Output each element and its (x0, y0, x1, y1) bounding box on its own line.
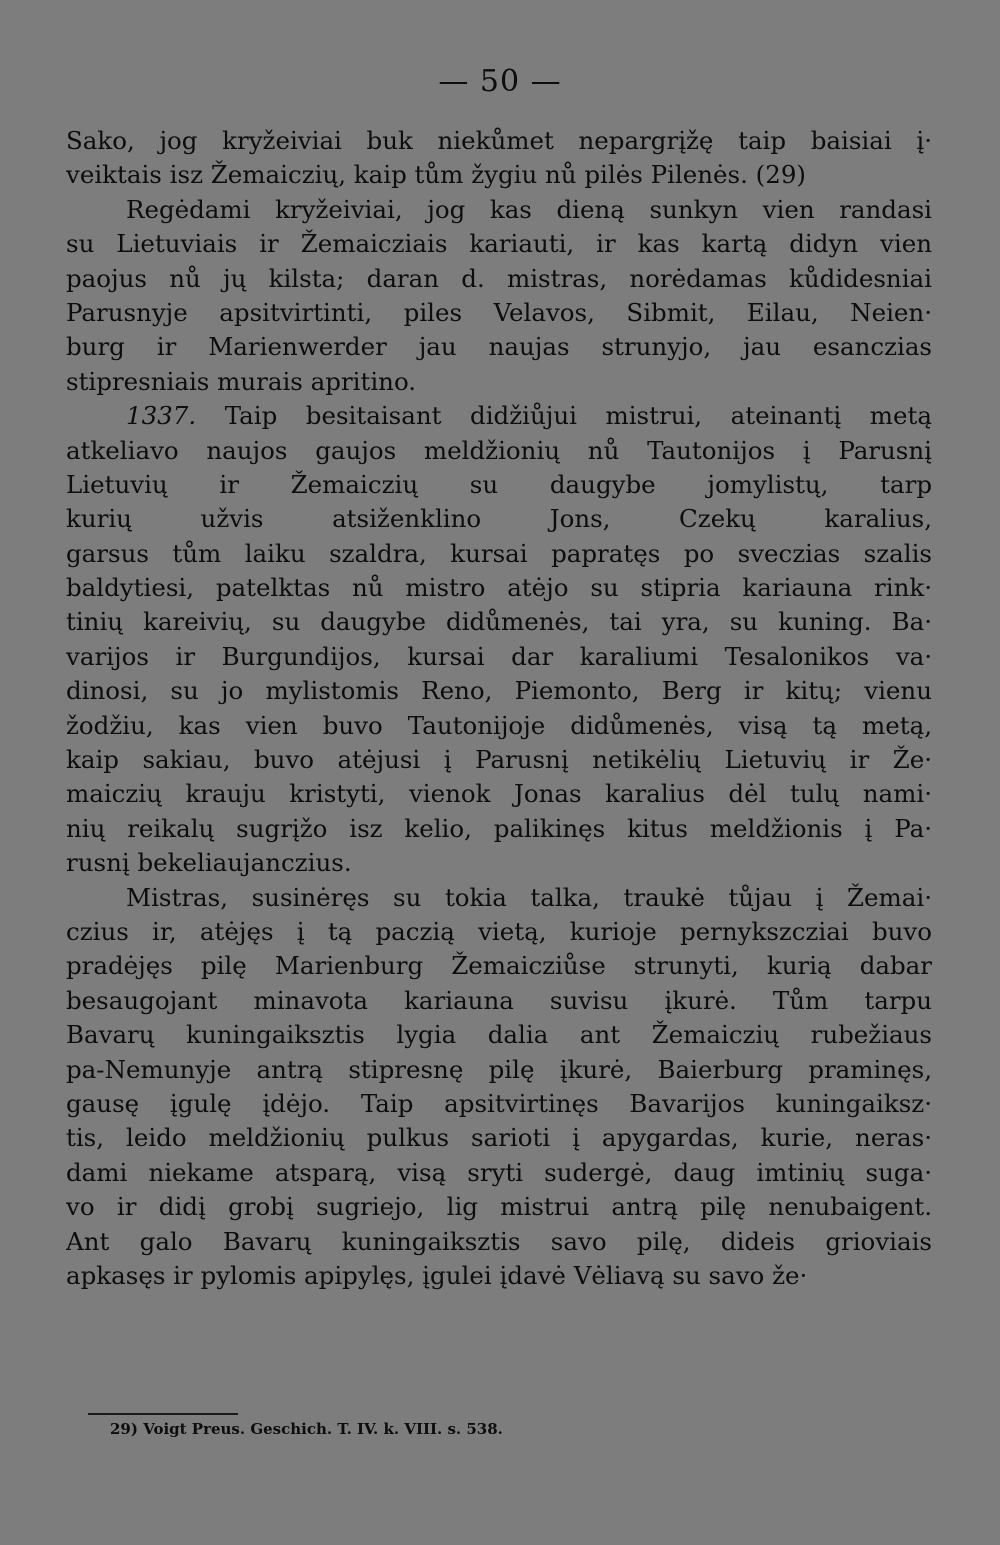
text-line: maiczių krauju kristyti, vienok Jonas karalius dėl tulų nami· (66, 779, 932, 809)
year-marker: 1337. (126, 401, 197, 431)
text-line: pradėjęs pilę Marienburg Žemaicziůse strunyti, kurią dabar (66, 951, 932, 981)
text-line: žodžiu, kas vien buvo Tautonijoje didůmenės, visą tą metą, (66, 710, 932, 740)
text-line (66, 399, 932, 433)
text-line: su Lietuviais ir Žemaicziais kariauti, ir kas kartą didyn vien (66, 229, 932, 259)
paragraph (66, 124, 932, 193)
text-line: Parusnyje apsitvirtinti, piles Velavos, Sibmit, Eilau, Neien· (66, 297, 932, 327)
text-line: dinosi, su jo mylistomis Reno, Piemonto, Berg ir kitų; vienu (66, 676, 932, 706)
text-line: dami niekame atsparą, visą sryti sudergė, daug imtinių suga· (66, 1157, 932, 1187)
footnote-rule (88, 1413, 238, 1415)
text-line: varijos ir Burgundijos, kursai dar karaliumi Tesalonikos va· (66, 641, 932, 671)
text-line: pa-Nemunyje antrą stipresnę pilę įkurė, Baierburg praminęs, (66, 1054, 932, 1084)
text-line: nių reikalų sugrįžo isz kelio, palikinęs kitus meldžionis į Pa· (66, 813, 932, 843)
text-line: Bavarų kuningaiksztis lygia dalia ant Žemaiczių rubežiaus (66, 1020, 932, 1050)
text-line: Regėdami kryžeiviai, jog kas dieną sunkyn vien randasi (126, 194, 932, 224)
text-line: paojus nů jų kilsta; daran d. mistras, norėdamas kůdidesniai (66, 263, 932, 293)
text-line: czius ir, atėjęs į tą paczią vietą, kurioje pernykszcziai buvo (66, 916, 932, 946)
text-line: tis, leido meldžionių pulkus sarioti į apygardas, kurie, neras· (66, 1123, 932, 1153)
paragraph (66, 399, 932, 880)
page-number: — 50 — (438, 64, 562, 99)
text-line: Ant galo Bavarų kuningaiksztis savo pilę, dideis grioviais (66, 1226, 932, 1256)
text-line: apkasęs ir pylomis apipylęs, įgulei įdavė Vėliavą su savo že· (66, 1260, 808, 1290)
text-line: Mistras, susinėręs su tokia talka, traukė tůjau į Žemai· (126, 882, 932, 912)
text-line: gausę įgulę įdėjo. Taip apsitvirtinęs Bavarijos kuningaiksz· (66, 1088, 932, 1118)
text-line: kaip sakiau, buvo atėjusi į Parusnį netikėlių Lietuvių ir Že· (66, 745, 932, 775)
line-text: Taip besitaisant didžiůjui mistrui, ateinantį metą (224, 401, 932, 431)
text-line: atkeliavo naujos gaujos meldžionių nů Tautonijos į Parusnį (66, 435, 932, 465)
text-line: veiktais isz Žemaiczių, kaip tům žygiu nů pilės Pilenės. (29) (66, 160, 806, 190)
text-line: kurių užvis atsiženklino Jons, Czekų karalius, (66, 504, 932, 534)
text-line: baldytiesi, patelktas nů mistro atėjo su stipria kariauna rink· (66, 573, 932, 603)
body-text (66, 124, 932, 1293)
text-line: Sako, jog kryžeiviai buk niekůmet nepargrįžę taip baisiai į· (66, 126, 932, 155)
footnote: 29) Voigt Preus. Geschich. T. IV. k. VIII. s. 538. (110, 1420, 503, 1438)
text-line: besaugojant minavota kariauna suvisu įkurė. Tům tarpu (66, 985, 932, 1015)
text-line: burg ir Marienwerder jau naujas strunyjo, jau esanczias (66, 332, 932, 362)
text-line: rusnį bekeliaujanczius. (66, 848, 352, 878)
text-line: stipresniais murais apritino. (66, 366, 417, 396)
text-line: tinių kareivių, su daugybe didůmenės, tai yra, su kuning. Ba· (66, 607, 932, 637)
paragraph (66, 193, 932, 399)
paragraph (66, 881, 932, 1294)
text-line: garsus tům laiku szaldra, kursai papratęs po sveczias szalis (66, 538, 932, 568)
text-line: Lietuvių ir Žemaiczių su daugybe jomylistų, tarp (66, 469, 932, 499)
text-line: vo ir didį grobį sugriejo, lig mistrui antrą pilę nenubaigent. (66, 1192, 932, 1222)
